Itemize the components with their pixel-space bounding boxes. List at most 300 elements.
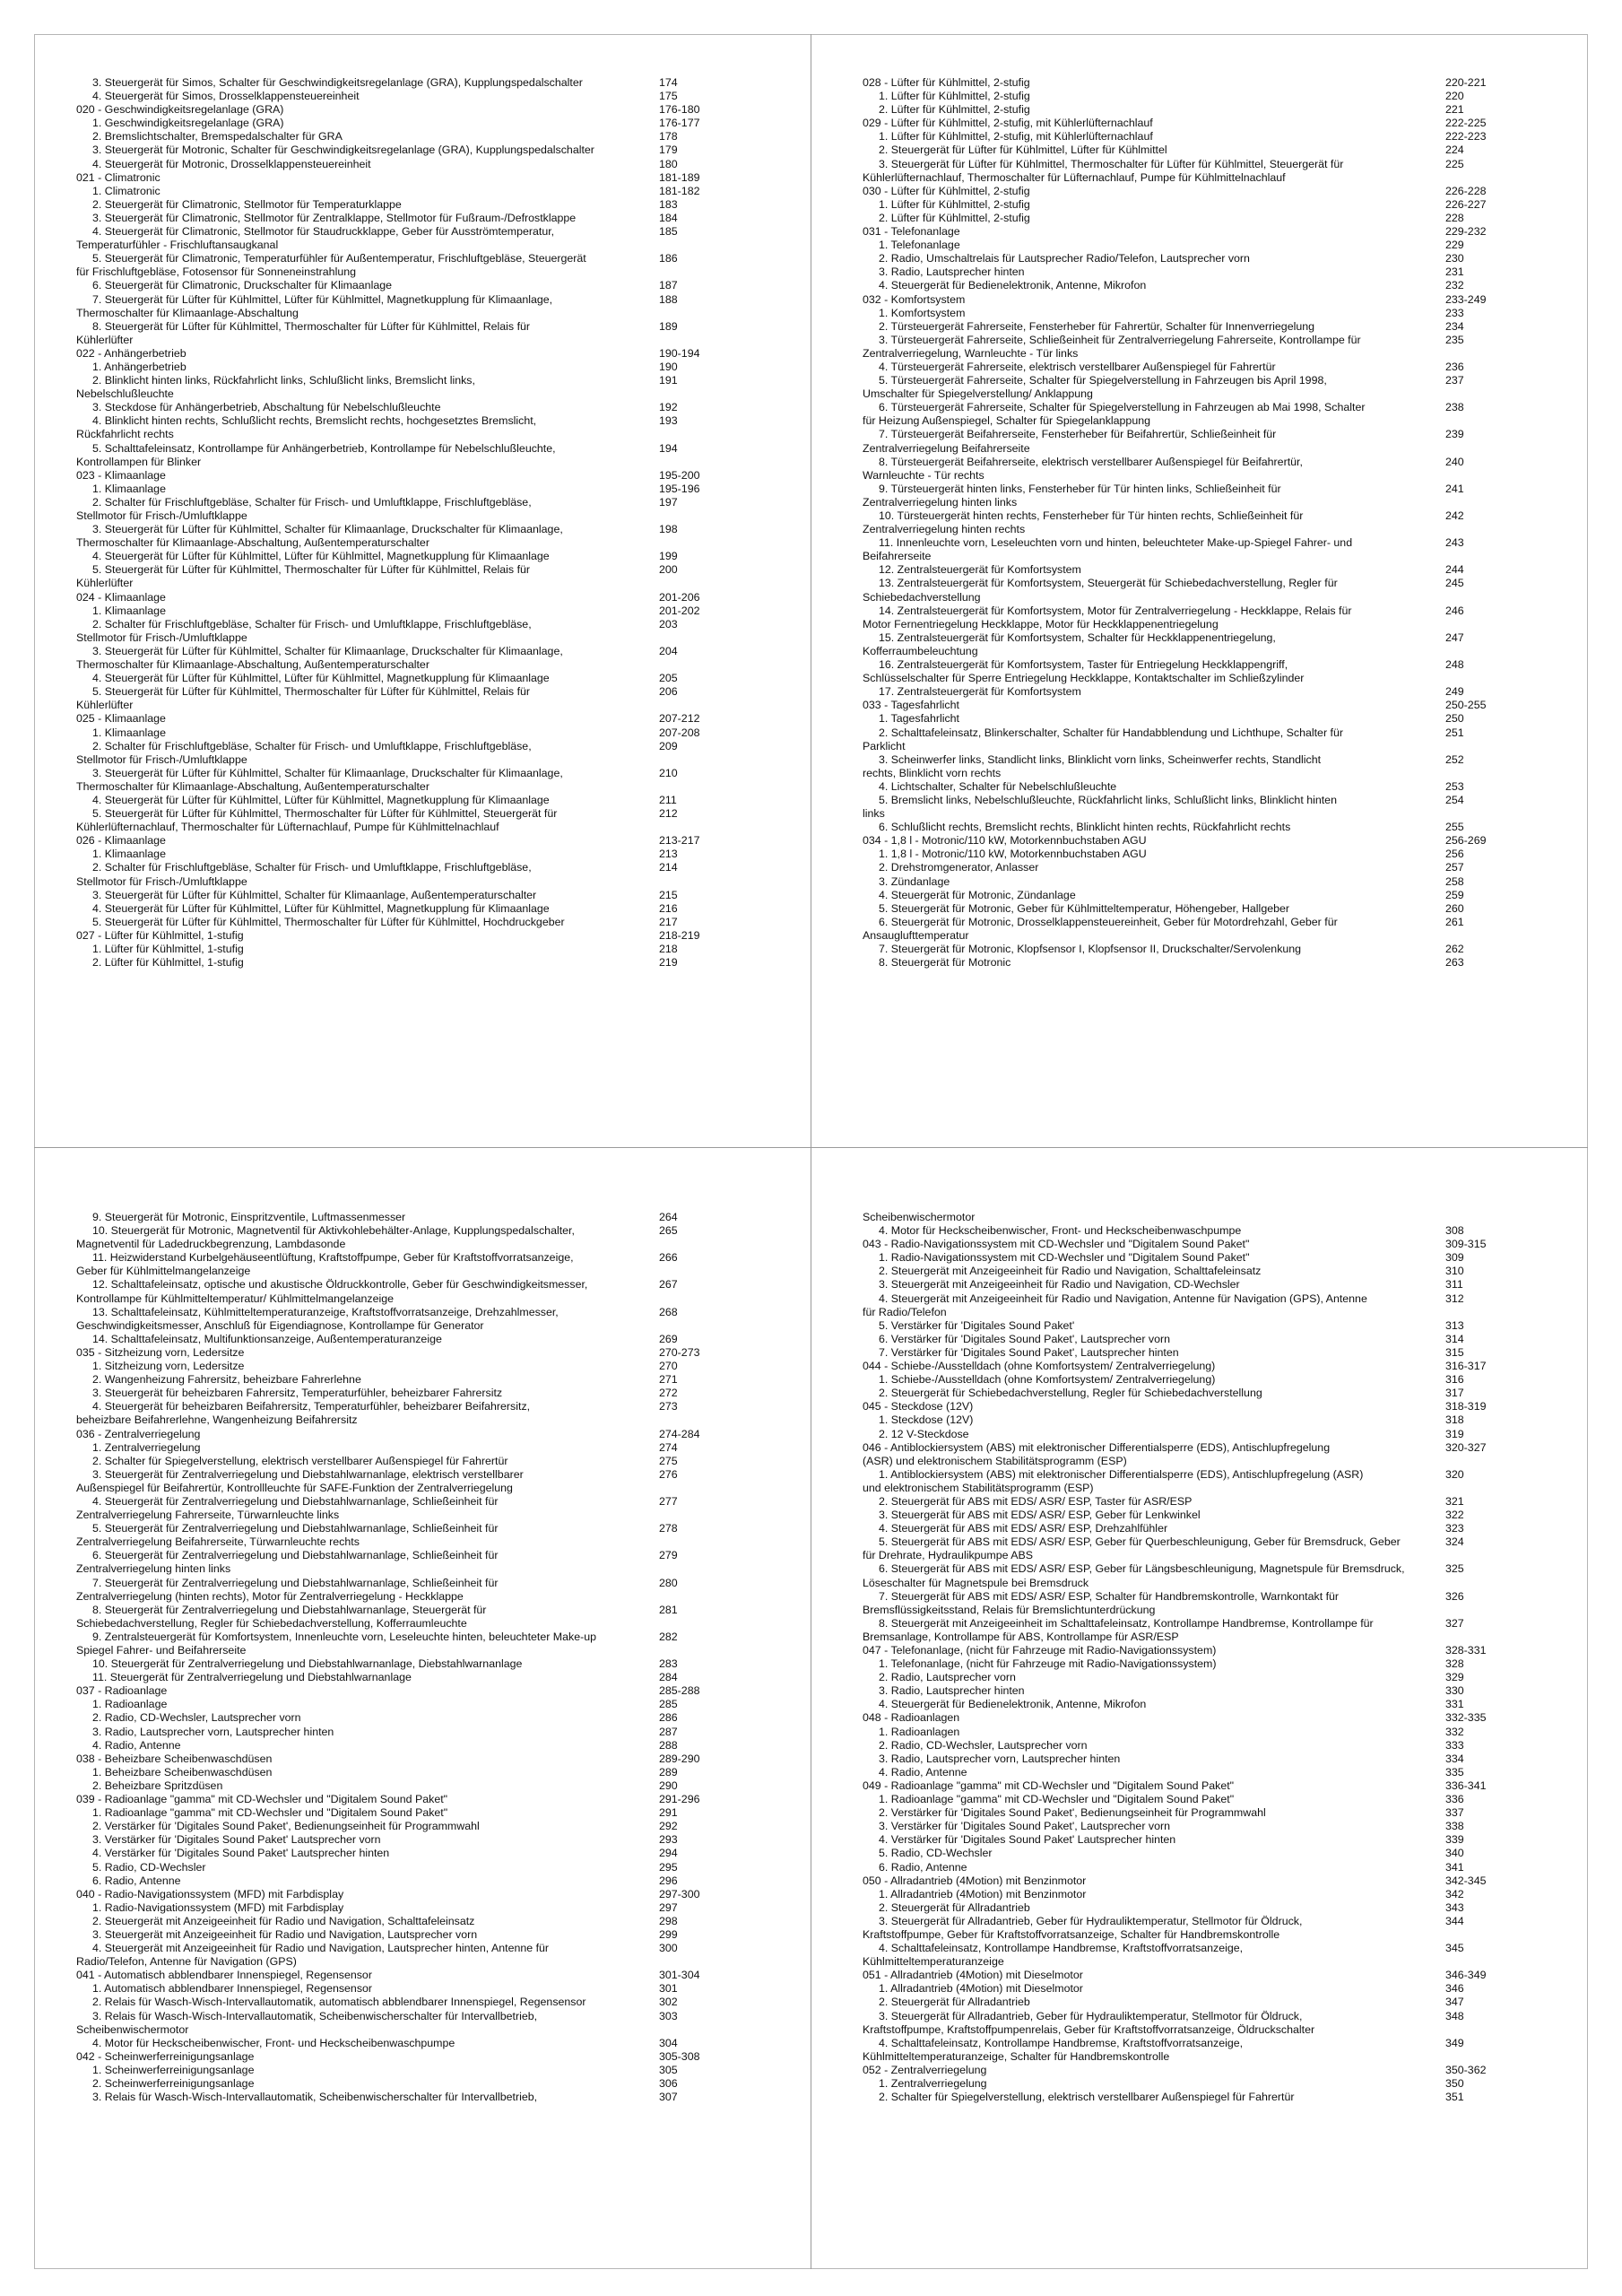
toc-row [76, 279, 758, 292]
toc-entry-title: Bremsflüssigkeitsstand, Relais für Bremslichtunterdrückung [863, 1603, 1156, 1616]
toc-row [863, 428, 1544, 441]
toc-row [863, 916, 1544, 929]
toc-entry-page: 253 [1445, 779, 1464, 793]
toc-row [863, 198, 1544, 212]
toc-entry-title: 2. Radio, CD-Wechsler, Lautsprecher vorn [879, 1738, 1088, 1752]
toc-entry-title: 050 - Allradantrieb (4Motion) mit Benzinmotor [863, 1874, 1087, 1887]
toc-entry-page [1445, 496, 1535, 509]
toc-entry-page [1445, 1211, 1535, 1224]
toc-entry-title: 4. Steuergerät für Motronic, Zündanlage [879, 888, 1076, 901]
toc-entry-title: 4. Steuergerät für Zentralverriegelung und Diebstahlwarnanlage, Schließeinheit für [92, 1494, 499, 1508]
toc-row [863, 1982, 1544, 1996]
toc-row [863, 1387, 1544, 1400]
toc-entry-title: 2. Steuergerät für Allradantrieb [879, 1996, 1030, 2009]
toc-entry-title: 2. Lüfter für Kühlmittel, 2-stufig [879, 103, 1030, 117]
toc-entry-page: 335 [1445, 1765, 1464, 1779]
toc-row [76, 1604, 758, 1617]
toc-row [76, 929, 758, 943]
toc-row [76, 442, 758, 456]
toc-entry-title: Zentralverriegelung Fahrerseite, Türwarnleuchte links [76, 1509, 340, 1522]
toc-row [863, 76, 1544, 90]
toc-entry-title: 5. Bremslicht links, Nebelschlußleuchte, Rückfahrlicht links, Schlußlicht links, Blinklicht hinten [879, 793, 1337, 806]
toc-entry-page [1445, 347, 1535, 361]
toc-row [863, 1657, 1544, 1671]
toc-entry-title: 4. Steuergerät für Lüfter für Kühlmittel, Lüfter für Kühlmittel, Magnetkupplung für Klimaanlage [92, 550, 550, 563]
toc-entry-title: 6. Steuergerät für Zentralverriegelung und Diebstahlwarnanlage, Schließeinheit für [92, 1549, 499, 1562]
toc-row [76, 1833, 758, 1847]
toc-entry-page: 321 [1445, 1494, 1464, 1508]
toc-entry-page [659, 1955, 749, 1969]
toc-row [76, 902, 758, 916]
toc-entry-title: 3. Steuergerät für beheizbaren Fahrersitz, Temperaturfühler, beheizbarer Fahrersitz [92, 1387, 503, 1400]
toc-entry-page: 346 [1445, 1982, 1464, 1996]
toc-entry-title: 1. Klimaanlage [92, 726, 166, 739]
toc-row [76, 1671, 758, 1684]
toc-entry-page: 179 [659, 144, 678, 157]
toc-entry-page [659, 1292, 749, 1306]
toc-row [863, 185, 1544, 198]
toc-row [863, 1766, 1544, 1779]
toc-entry-page [1445, 1928, 1535, 1942]
toc-row [76, 1292, 758, 1306]
toc-entry-title: 3. Steuergerät für Lüfter für Kühlmittel, Schalter für Klimaanlage, Druckschalter für Klimaanlage, [92, 766, 563, 779]
toc-row [76, 631, 758, 645]
toc-entry-title: 1. Telefonanlage, (nicht für Fahrzeuge mit Radio-Navigationssystem) [879, 1657, 1217, 1671]
toc-entry-title: Kontrollampen für Blinker [76, 455, 202, 468]
toc-entry-title: 044 - Schiebe-/Ausstelldach (ohne Komfortsystem/ Zentralverriegelung) [863, 1360, 1216, 1373]
toc-entry-title: 3. Türsteuergerät Fahrerseite, Schließeinheit für Zentralverriegelung Fahrerseite, Kontrollampe für [879, 333, 1361, 346]
toc-entry-page: 337 [1445, 1806, 1464, 1820]
toc-entry-page [659, 780, 749, 794]
toc-entry-title: 3. Steuergerät für Allradantrieb, Geber für Hydrauliktemperatur, Stellmotor für Öldruck, [879, 2009, 1303, 2022]
toc-entry-page: 222-225 [1445, 117, 1487, 130]
toc-entry-title: Außenspiegel für Beifahrertür, Kontrollleuchte für SAFE-Funktion der Zentralverriegelung [76, 1481, 513, 1494]
toc-row [863, 672, 1544, 685]
toc-entry-page: 277 [659, 1494, 678, 1508]
toc-row [863, 834, 1544, 848]
toc-entry-title: 3. Steuergerät für Motronic, Schalter für Geschwindigkeitsregelanlage (GRA), Kupplungspedalschalter [92, 144, 594, 157]
toc-entry-page: 241 [1445, 482, 1464, 495]
toc-entry-page: 283 [659, 1657, 678, 1671]
toc-entry-title: 3. Radio, Lautsprecher hinten [879, 265, 1025, 279]
toc-entry-page: 279 [659, 1549, 678, 1562]
toc-entry-title: 3. Steuergerät mit Anzeigeeinheit für Radio und Navigation, CD-Wechsler [879, 1278, 1240, 1292]
toc-entry-page: 184 [659, 211, 678, 224]
toc-entry-page: 286 [659, 1711, 678, 1725]
toc-row [76, 1306, 758, 1319]
toc-entry-title: 041 - Automatisch abblendbarer Innenspiegel, Regensensor [76, 1969, 372, 1982]
toc-row [76, 767, 758, 780]
toc-entry-title: Warnleuchte - Tür rechts [863, 468, 984, 482]
toc-entry-title: 4. Schalttafeleinsatz, Kontrollampe Handbremse, Kraftstoffvorratsanzeige, [879, 1942, 1244, 1955]
toc-entry-title: 4. Radio, Antenne [92, 1738, 181, 1752]
toc-entry-title: Magnetventil für Ladedruckbegrenzung, Lambdasonde [76, 1238, 346, 1251]
toc-row [76, 1820, 758, 1833]
toc-entry-title: 7. Steuergerät für ABS mit EDS/ ASR/ ESP, Schalter für Handbremskontrolle, Warnkontakt für [879, 1589, 1340, 1603]
toc-row [76, 509, 758, 523]
toc-entry-page: 238 [1445, 401, 1464, 414]
toc-entry-page: 349 [1445, 2036, 1464, 2049]
toc-entry-page: 290 [659, 1779, 678, 1792]
toc-entry-page: 298 [659, 1914, 678, 1927]
toc-entry-page: 203 [659, 617, 678, 631]
toc-entry-page [659, 1413, 749, 1427]
toc-entry-page: 200 [659, 563, 678, 577]
toc-entry-page: 180 [659, 157, 678, 170]
toc-row [76, 1562, 758, 1576]
toc-entry-title: 1. Klimaanlage [92, 604, 166, 617]
toc-entry-title: 5. Steuergerät für Zentralverriegelung und Diebstahlwarnanlage, Schließeinheit für [92, 1522, 499, 1535]
toc-row [76, 2077, 758, 2091]
toc-entry-title: 020 - Geschwindigkeitsregelanlage (GRA) [76, 103, 284, 117]
toc-entry-page: 287 [659, 1725, 678, 1738]
toc-row [76, 76, 758, 90]
toc-entry-page: 343 [1445, 1900, 1464, 1914]
toc-entry-page: 332 [1445, 1725, 1464, 1738]
toc-row [863, 2023, 1544, 2037]
toc-entry-title: 026 - Klimaanlage [76, 834, 166, 848]
toc-row [76, 130, 758, 144]
toc-entry-page: 216 [659, 901, 678, 915]
toc-row [863, 1901, 1544, 1915]
toc-entry-title: 045 - Steckdose (12V) [863, 1400, 974, 1413]
toc-row [76, 1726, 758, 1739]
toc-entry-title: 046 - Antiblockiersystem (ABS) mit elektronischer Differentialsperre (EDS), Antischlupfregelung [863, 1440, 1331, 1454]
toc-entry-title: Motor Fernentriegelung Heckklappe, Motor für Heckklappenentriegelung [863, 617, 1219, 631]
toc-entry-page [1445, 171, 1535, 185]
toc-entry-title: 4. Verstärker für 'Digitales Sound Paket' Lautsprecher hinten [92, 1847, 390, 1860]
toc-row [863, 1509, 1544, 1522]
toc-entry-title: 2. Steuergerät für ABS mit EDS/ ASR/ ESP, Taster für ASR/ESP [879, 1494, 1193, 1508]
toc-entry-page: 243 [1445, 536, 1464, 550]
toc-entry-page: 175 [659, 90, 678, 103]
toc-row [863, 1820, 1544, 1833]
toc-entry-page: 188 [659, 292, 678, 306]
toc-row [863, 334, 1544, 347]
toc-row [76, 1211, 758, 1224]
toc-entry-title: Kraftstoffpumpe, Kraftstoffpumpenrelais, Geber für Kraftstoffvorratsanzeige, Öldruckschalter [863, 2022, 1315, 2036]
toc-row [863, 943, 1544, 956]
toc-entry-page: 325 [1445, 1562, 1464, 1576]
toc-entry-title: Stellmotor für Frisch-/Umluftklappe [76, 509, 247, 522]
toc-entry-page: 185 [659, 225, 678, 239]
toc-entry-page: 204 [659, 644, 678, 657]
toc-entry-page: 198 [659, 523, 678, 536]
toc-entry-title: 1. Antiblockiersystem (ABS) mit elektronischer Differentialsperre (EDS), Antischlupfregelung (ASR) [879, 1467, 1364, 1481]
toc-row [76, 1319, 758, 1333]
toc-row [76, 1955, 758, 1969]
toc-entry-title: 3. Radio, Lautsprecher vorn, Lautsprecher hinten [879, 1752, 1121, 1765]
toc-entry-title: 051 - Allradantrieb (4Motion) mit Dieselmotor [863, 1969, 1083, 1982]
toc-row [863, 1495, 1544, 1509]
toc-row [76, 1698, 758, 1711]
toc-entry-title: 7. Steuergerät für Lüfter für Kühlmittel, Lüfter für Kühlmittel, Magnetkupplung für Klimaanlage, [92, 292, 553, 306]
toc-entry-title: 5. Steuergerät für Motronic, Geber für Kühlmitteltemperatur, Höhengeber, Hallgeber [879, 901, 1290, 915]
toc-entry-page [1445, 1955, 1535, 1969]
toc-row [76, 807, 758, 821]
toc-entry-page: 187 [659, 279, 678, 292]
toc-row [863, 252, 1544, 265]
toc-entry-page: 190-194 [659, 346, 700, 360]
toc-entry-title: 2. Wangenheizung Fahrersitz, beheizbare Fahrerlehne [92, 1373, 361, 1387]
toc-row [863, 1590, 1544, 1604]
toc-entry-page: 305-308 [659, 2049, 700, 2063]
toc-entry-title: 4. Blinklicht hinten rechts, Schlußlicht rechts, Bremslicht rechts, hochgesetztes Bremslicht, [92, 414, 537, 428]
toc-entry-title: 2. Steuergerät mit Anzeigeeinheit für Radio und Navigation, Schalttafeleinsatz [92, 1914, 475, 1927]
toc-row [863, 1806, 1544, 1820]
toc-entry-title: 6. Steuergerät für ABS mit EDS/ ASR/ ESP, Geber für Längsbeschleunigung, Magnetspule für Bremsdruck, [879, 1562, 1405, 1576]
toc-row [76, 1400, 758, 1413]
toc-entry-page: 272 [659, 1387, 678, 1400]
toc-entry-page: 234 [1445, 319, 1464, 333]
toc-entry-page [659, 456, 749, 469]
toc-row [76, 1982, 758, 1996]
toc-row [863, 483, 1544, 496]
toc-entry-page: 261 [1445, 915, 1464, 928]
toc-entry-page: 248 [1445, 658, 1464, 672]
toc-entry-title: 1. Lüfter für Kühlmittel, 2-stufig, mit Kühlerlüfternachlauf [879, 130, 1153, 144]
toc-entry-title: Zentralverriegelung (hinten rechts), Motor für Zentralverriegelung - Heckklappe [76, 1589, 464, 1603]
toc-entry-page [659, 631, 749, 645]
toc-entry-title: 039 - Radioanlage "gamma" mit CD-Wechsler und "Digitalem Sound Paket" [76, 1793, 448, 1806]
toc-row [863, 265, 1544, 279]
toc-entry-title: 4. Steuergerät für beheizbaren Beifahrersitz, Temperaturfühler, beheizbarer Beifahrersitz, [92, 1400, 531, 1413]
toc-entry-title: Thermoschalter für Klimaanlage-Abschaltung, Außentemperaturschalter [76, 779, 429, 793]
toc-list [863, 1211, 1544, 2104]
toc-entry-title: 6. Schlußlicht rechts, Bremslicht rechts, Blinklicht hinten rechts, Rückfahrlicht rechts [879, 821, 1291, 834]
toc-row [76, 875, 758, 889]
toc-row [863, 1739, 1544, 1752]
toc-row [76, 2064, 758, 2077]
toc-row [76, 523, 758, 536]
toc-row [76, 550, 758, 563]
toc-entry-title: 3. Scheinwerfer links, Standlicht links, Blinklicht vorn links, Scheinwerfer rechts, Standlicht [879, 752, 1322, 766]
toc-row [76, 1265, 758, 1278]
toc-entry-title: 4. Steuergerät für ABS mit EDS/ ASR/ ESP, Drehzahlfühler [879, 1522, 1168, 1535]
toc-entry-title: 5. Türsteuergerät Fahrerseite, Schalter für Spiegelverstellung in Fahrzeugen bis April 1998, [879, 374, 1327, 387]
toc-entry-page: 269 [659, 1332, 678, 1345]
toc-row [76, 2023, 758, 2037]
toc-entry-title: 1. Allradantrieb (4Motion) mit Dieselmotor [879, 1982, 1083, 1996]
toc-entry-title: 2. Scheinwerferreinigungsanlage [92, 2077, 255, 2090]
toc-entry-title: Schiebedachverstellung [863, 590, 981, 604]
toc-row [76, 1549, 758, 1562]
toc-row [76, 1915, 758, 1928]
toc-entry-title: 1. Klimaanlage [92, 848, 166, 861]
toc-entry-title: Stellmotor für Frisch-/Umluftklappe [76, 631, 247, 644]
toc-entry-page: 235 [1445, 333, 1464, 346]
toc-row [76, 225, 758, 239]
toc-entry-title: 1. 1,8 l - Motronic/110 kW, Motorkennbuchstaben AGU [879, 848, 1147, 861]
toc-entry-title: 5. Radio, CD-Wechsler [879, 1847, 993, 1860]
toc-entry-page [1445, 740, 1535, 753]
toc-entry-title: Beifahrerseite [863, 550, 932, 563]
toc-entry-page: 210 [659, 766, 678, 779]
toc-entry-title: Kühlerlüfter [76, 699, 134, 712]
toc-entry-title: 033 - Tagesfahrlicht [863, 699, 959, 712]
toc-entry-page [659, 875, 749, 889]
toc-entry-title: 3. Steuergerät für Lüfter für Kühlmittel, Schalter für Klimaanlage, Druckschalter für Klimaanlage, [92, 523, 563, 536]
toc-row [76, 1387, 758, 1400]
toc-row [863, 1265, 1544, 1278]
toc-entry-title: 034 - 1,8 l - Motronic/110 kW, Motorkennbuchstaben AGU [863, 834, 1147, 848]
toc-entry-page: 178 [659, 130, 678, 144]
toc-row [76, 456, 758, 469]
toc-entry-title: 036 - Zentralverriegelung [76, 1427, 201, 1440]
toc-entry-title: Zentralverriegelung hinten links [76, 1562, 231, 1576]
toc-entry-title: Geber für Kühlmittelmangelanzeige [76, 1265, 251, 1278]
toc-entry-page: 230 [1445, 252, 1464, 265]
toc-entry-title: 2. Blinklicht hinten links, Rückfahrlicht links, Schlußlicht links, Bremslicht links, [92, 374, 475, 387]
toc-entry-page [1445, 1549, 1535, 1562]
toc-entry-page: 330 [1445, 1684, 1464, 1698]
toc-entry-page: 199 [659, 550, 678, 563]
toc-row [76, 1617, 758, 1631]
toc-entry-page [659, 753, 749, 767]
toc-entry-title: 16. Zentralsteuergerät für Komfortsystem, Taster für Entriegelung Heckklappengriff, [879, 658, 1288, 672]
toc-entry-page: 252 [1445, 752, 1464, 766]
toc-entry-title: 6. Steuergerät für Climatronic, Druckschalter für Klimaanlage [92, 279, 392, 292]
toc-entry-title: 5. Steuergerät für Lüfter für Kühlmittel, Thermoschalter für Lüfter für Kühlmittel, Hochdruckgeber [92, 915, 565, 928]
toc-entry-title: 1. Radioanlage "gamma" mit CD-Wechsler und "Digitalem Sound Paket" [879, 1793, 1235, 1806]
toc-entry-page: 215 [659, 888, 678, 901]
toc-row [76, 387, 758, 401]
toc-row [863, 618, 1544, 631]
toc-entry-page [659, 428, 749, 441]
toc-entry-page: 201-206 [659, 590, 700, 604]
toc-entry-title: Zentralverriegelung Beifahrerseite [863, 441, 1030, 455]
toc-entry-title: 4. Steuergerät für Bedienelektronik, Antenne, Mikrofon [879, 279, 1147, 292]
toc-row [863, 929, 1544, 943]
toc-entry-page: 186 [659, 252, 678, 265]
toc-row [76, 144, 758, 157]
toc-entry-title: rechts, Blinklicht vorn rechts [863, 766, 1002, 779]
toc-entry-title: 3. Radio, Lautsprecher hinten [879, 1684, 1025, 1698]
toc-row [76, 2091, 758, 2104]
toc-entry-title: 2. 12 V-Steckdose [879, 1427, 969, 1440]
toc-entry-title: Thermoschalter für Klimaanlage-Abschaltung, Außentemperaturschalter [76, 658, 429, 672]
toc-entry-title: 1. Sitzheizung vorn, Ledersitze [92, 1360, 245, 1373]
toc-entry-page: 317 [1445, 1387, 1464, 1400]
toc-entry-page: 296 [659, 1874, 678, 1887]
toc-entry-page: 315 [1445, 1345, 1464, 1359]
toc-entry-page [659, 1617, 749, 1631]
toc-entry-title: 2. Relais für Wasch-Wisch-Intervallautomatik, automatisch abblendbarer Innenspiegel, Regensensor [92, 1996, 586, 2009]
toc-row [863, 536, 1544, 550]
toc-entry-title: 1. Zentralverriegelung [92, 1440, 201, 1454]
toc-entry-title: Umschalter für Spiegelverstellung/ Anklappung [863, 387, 1093, 401]
toc-entry-title: 6. Türsteuergerät Fahrerseite, Schalter für Spiegelverstellung in Fahrzeugen ab Mai 1998, Schalter [879, 401, 1366, 414]
toc-entry-page: 333 [1445, 1738, 1464, 1752]
toc-row [863, 1306, 1544, 1319]
toc-entry-title: Kontrollampe für Kühlmitteltemperatur/ Kühlmittelmangelanzeige [76, 1292, 394, 1305]
toc-entry-title: 024 - Klimaanlage [76, 590, 166, 604]
toc-entry-page: 265 [659, 1224, 678, 1238]
toc-entry-page: 274 [659, 1440, 678, 1454]
toc-entry-page: 323 [1445, 1522, 1464, 1535]
toc-entry-page: 324 [1445, 1535, 1464, 1549]
toc-entry-title: 2. Radio, CD-Wechsler, Lautsprecher vorn [92, 1711, 301, 1725]
toc-row [863, 956, 1544, 970]
toc-entry-page: 245 [1445, 577, 1464, 590]
toc-row [76, 1360, 758, 1373]
toc-entry-page [1445, 1482, 1535, 1495]
toc-entry-page [1445, 1455, 1535, 1468]
toc-entry-page: 212 [659, 807, 678, 821]
page-top-left [76, 76, 758, 1090]
toc-entry-page: 226-228 [1445, 184, 1487, 197]
toc-row [863, 1793, 1544, 1806]
toc-entry-title: 4. Lichtschalter, Schalter für Nebelschlußleuchte [879, 779, 1117, 793]
toc-row [76, 428, 758, 441]
toc-row [76, 185, 758, 198]
toc-entry-page: 327 [1445, 1616, 1464, 1630]
toc-entry-page: 258 [1445, 874, 1464, 888]
toc-row [863, 604, 1544, 618]
toc-entry-title: 11. Innenleuchte vorn, Leseleuchten vorn und hinten, beleuchteter Make-up-Spiegel Fahrer- und [879, 536, 1353, 550]
toc-entry-title: 1. Klimaanlage [92, 482, 166, 495]
toc-entry-page [659, 821, 749, 834]
toc-entry-page: 350 [1445, 2077, 1464, 2090]
toc-row [76, 1590, 758, 1604]
toc-entry-title: 5. Schalttafeleinsatz, Kontrollampe für Anhängerbetrieb, Kontrollampe für Nebelschlußleuchte, [92, 441, 556, 455]
toc-entry-page: 217 [659, 915, 678, 928]
toc-entry-title: 4. Steuergerät für Lüfter für Kühlmittel, Lüfter für Kühlmittel, Magnetkupplung für Klimaanlage [92, 672, 550, 685]
toc-row [76, 1739, 758, 1752]
toc-entry-title: 021 - Climatronic [76, 170, 160, 184]
toc-entry-page: 310 [1445, 1265, 1464, 1278]
toc-entry-page: 274-284 [659, 1427, 700, 1440]
toc-entry-title: 4. Radio, Antenne [879, 1765, 967, 1779]
toc-row [76, 1711, 758, 1725]
toc-entry-page: 280 [659, 1576, 678, 1589]
toc-entry-page: 307 [659, 2091, 678, 2104]
toc-row [76, 1482, 758, 1495]
toc-row [863, 1319, 1544, 1333]
toc-entry-title: 042 - Scheinwerferreinigungsanlage [76, 2049, 255, 2063]
toc-row [863, 1604, 1544, 1617]
toc-entry-title: 025 - Klimaanlage [76, 712, 166, 726]
toc-entry-page: 275 [659, 1454, 678, 1467]
toc-row [76, 699, 758, 712]
toc-row [863, 1333, 1544, 1346]
toc-entry-title: 2. Beheizbare Spritzdüsen [92, 1779, 223, 1792]
toc-entry-title: 14. Zentralsteuergerät für Komfortsystem, Motor für Zentralverriegelung - Heckklappe, Relais für [879, 604, 1352, 617]
toc-entry-title: 2. Schalter für Spiegelverstellung, elektrisch verstellbarer Außenspiegel für Fahrertür [92, 1454, 508, 1467]
toc-entry-title: Zentralverriegelung Beifahrerseite, Türwarnleuchte rechts [76, 1535, 360, 1549]
page-top-right [863, 76, 1544, 1090]
toc-entry-page: 301-304 [659, 1969, 700, 1982]
toc-entry-title: 1. Beheizbare Scheibenwaschdüsen [92, 1765, 273, 1779]
toc-row [863, 1400, 1544, 1413]
toc-row [76, 1631, 758, 1644]
toc-entry-title: 3. Steuergerät für ABS mit EDS/ ASR/ ESP, Geber für Lenkwinkel [879, 1509, 1201, 1522]
toc-entry-title: 035 - Sitzheizung vorn, Ledersitze [76, 1345, 245, 1359]
toc-row [76, 320, 758, 334]
toc-entry-title: Stellmotor für Frisch-/Umluftklappe [76, 874, 247, 888]
toc-entry-title: 2. Schalter für Frischluftgebläse, Schalter für Frisch- und Umluftklappe, Frischluftgebläse, [92, 739, 532, 752]
toc-entry-title: 1. Radio-Navigationssystem (MFD) mit Farbdisplay [92, 1900, 344, 1914]
toc-entry-title: Kofferraumbeleuchtung [863, 644, 978, 657]
toc-entry-page [1445, 645, 1535, 658]
toc-entry-title: Kühlerlüfter [76, 577, 134, 590]
toc-row [863, 1698, 1544, 1711]
toc-entry-title: Kühlerlüfternachlauf, Thermoschalter für Lüfternachlauf, Pumpe für Kühlmittelnachlauf [76, 821, 499, 834]
horizontal-divider [34, 1147, 1588, 1148]
toc-entry-title: 1. Geschwindigkeitsregelanlage (GRA) [92, 117, 284, 130]
toc-entry-page [659, 658, 749, 672]
toc-row [76, 1428, 758, 1441]
